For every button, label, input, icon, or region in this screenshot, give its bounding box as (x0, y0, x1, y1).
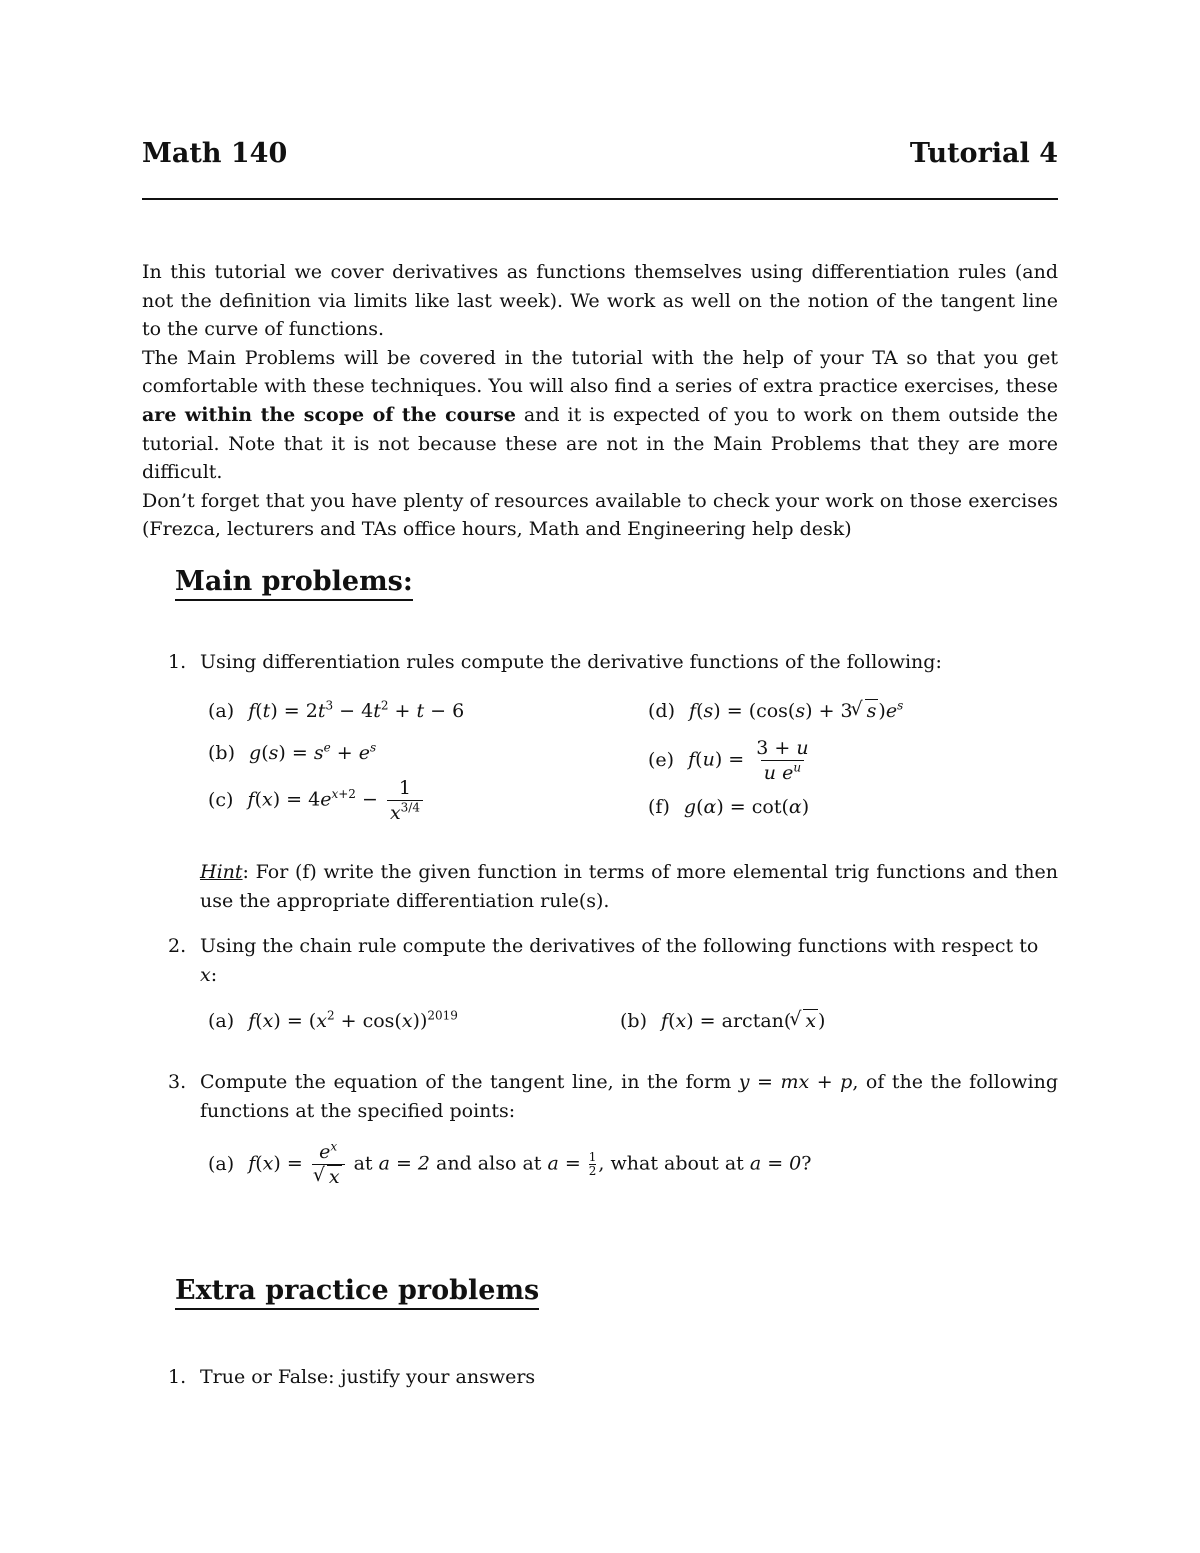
scope-emphasis: are within the scope of the course (142, 403, 516, 426)
extra-problems-heading: Extra practice problems (175, 1275, 539, 1310)
problem-3-number: 3. (168, 1071, 187, 1093)
hint-label: Hint (200, 861, 243, 883)
problem-2b: (b) f(x) = arctan(√ x ) (620, 1010, 825, 1032)
extra-problem-1-text: True or False: justify your answers (200, 1366, 536, 1388)
problem-1e: (e) f(u) = $\frac{3 + u}{u e^u}$ (648, 737, 809, 784)
header-rule (142, 198, 1058, 200)
extra-problem-1-number: 1. (168, 1366, 187, 1388)
problem-3-text: Compute the equation of the tangent line, in the form y = mx + p, of the the following functions at the specified points: (200, 1071, 1058, 1122)
problem-1f: (f) g(α) = cot(α) (648, 796, 810, 818)
problem-1-text: Using differentiation rules compute the derivative functions of the following: (200, 651, 942, 673)
intro-paragraph-3: Don’t forget that you have plenty of resources available to check your work on those exercises (Frezca, lecturers and TAs office hours, Math and Engineering help desk) (142, 489, 1058, 541)
problem-1d: (d) f(s) = (cos(s) + 3√ s )$e^s$ (648, 700, 903, 722)
intro-text (142, 258, 1058, 544)
problem-2-text: Using the chain rule compute the derivatives of the following functions with respect to x: (200, 935, 1039, 986)
tutorial-title: Tutorial 4 (909, 138, 1058, 169)
problem-1-number: 1. (168, 651, 187, 673)
course-title: Math 140 (142, 138, 288, 169)
problem-1b: (b) $g(s) = s^e + e^s$ (208, 740, 377, 764)
intro-paragraph-2: The Main Problems will be covered in the tutorial with the help of your TA so that you get comfortable with these techniques. You will also find a series of extra practice exercises, these are within the scope of the course and it is expected of you to work on them outside the tutorial. Note that it is not because these are not in the Main Problems that they are more difficult. (142, 346, 1058, 484)
problem-3a: (a) f(x) = $e^x$ √ x at a = 2 and also at a = $\frac{1}{2}$ , what about at a = 0? (208, 1140, 811, 1189)
problem-2a: (a) $f(x) = (x^2 + \cos(x))^{2019}$ (208, 1008, 458, 1032)
problem-1c: (c) $f(x) = 4e^{x+2}$ − $\frac{1}{x^{3/4}}$ (208, 776, 426, 825)
problem-1a: (a) $f(t) = 2t^3 - 4t^2 + t - 6$ (208, 698, 465, 722)
intro-paragraph-1: In this tutorial we cover derivatives as functions themselves using differentiation rules (and not the definition via limits like last week). We work as well on the notion of the tangent line to the curve of functions. (142, 261, 1058, 341)
main-problems-heading: Main problems: (175, 566, 413, 601)
problem-1-hint: Hint: For (f) write the given function in terms of more elemental trig functions and then use the appropriate differentiation rule(s). (200, 861, 1058, 912)
problem-2-number: 2. (168, 935, 187, 957)
